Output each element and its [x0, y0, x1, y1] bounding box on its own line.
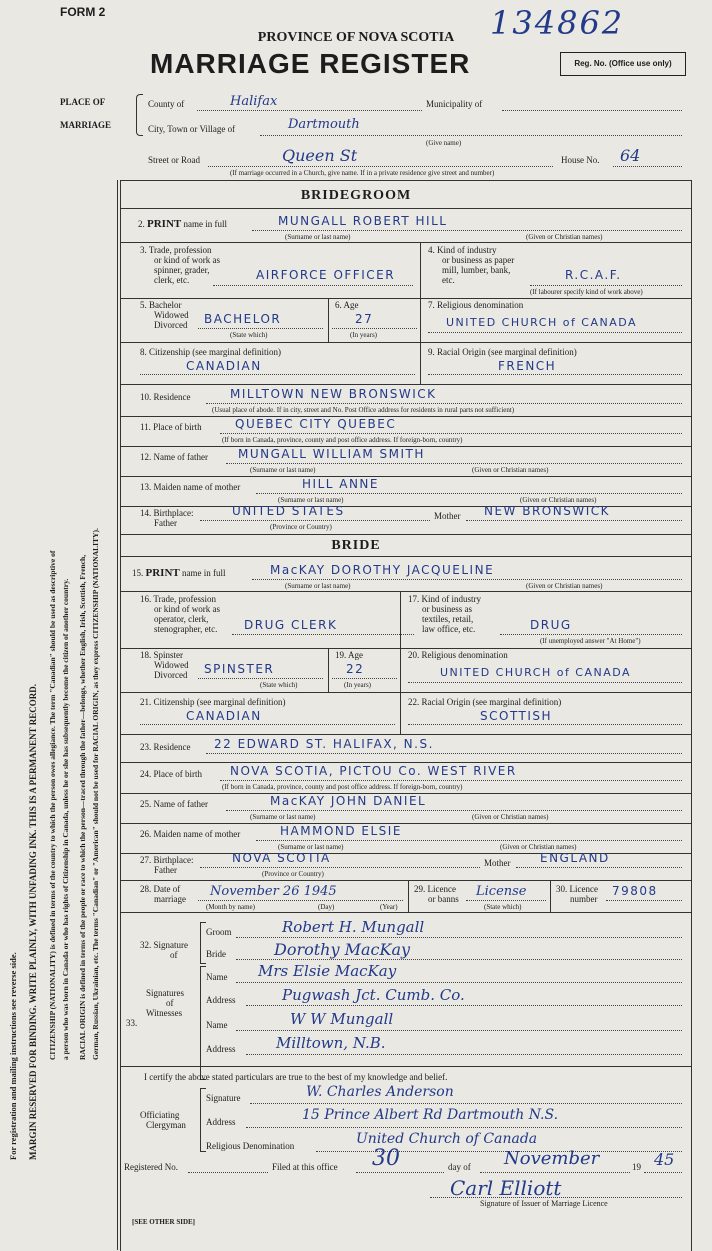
province-title: PROVINCE OF NOVA SCOTIA	[257, 30, 455, 45]
bride-trade-label: 16. Trade, profession or kind of work as operator, clerk, stenographer, etc.	[140, 594, 220, 634]
margin-text-3: CITIZENSHIP (NATIONALITY) is defined in terms of the country to which the person owes allegiance. The term "Canadian" should be used as descriptive of	[48, 550, 57, 1060]
groom-industry-caption: (If labourer specify kind of work above)	[530, 288, 643, 296]
witnesses-number: 33.	[126, 1018, 138, 1028]
street-value: Queen St	[282, 146, 358, 165]
bride-industry-value: DRUG	[530, 618, 572, 632]
licence-or-banns-label: 29. Licence or banns	[414, 884, 459, 904]
groom-name-value: MUNGALL ROBERT HILL	[278, 214, 448, 228]
county-value: Halifax	[230, 94, 278, 109]
groom-mother-caption-surname: (Surname or last name)	[278, 496, 344, 504]
filed-year-value: 45	[654, 1150, 675, 1169]
groom-birthplace-caption: (If born in Canada, province, county and post office address. If foreign-born, country)	[222, 436, 463, 444]
clergy-denomination: United Church of Canada	[356, 1131, 538, 1147]
groom-father-caption-surname: (Surname or last name)	[250, 466, 316, 474]
page-title: MARRIAGE REGISTER	[150, 48, 471, 79]
bride-status-caption: (State which)	[260, 681, 298, 689]
place-of-label: PLACE OF	[60, 97, 106, 107]
groom-mother-birthplace-label: Mother	[434, 511, 461, 521]
house-label: House No.	[561, 155, 600, 165]
groom-mother-birthplace-value: NEW BRONSWICK	[484, 504, 610, 518]
filed-label: Filed at this office	[272, 1162, 338, 1172]
bride-name-caption-surname: (Surname or last name)	[285, 582, 351, 590]
bride-mother-birthplace-label: Mother	[484, 858, 511, 868]
bride-industry-caption: (If unemployed answer "At Home")	[540, 637, 641, 645]
bride-age-caption: (In years)	[344, 681, 372, 689]
bride-status-label: 18. Spinster Widowed Divorced	[140, 650, 189, 680]
bride-birthplace-label: 24. Place of birth	[140, 769, 202, 779]
groom-industry-label: 4. Kind of industry or business as paper mill, lumber, bank, etc.	[428, 245, 515, 285]
groom-religion-value: UNITED CHURCH of CANADA	[446, 316, 638, 329]
groom-status-label: 5. Bachelor Widowed Divorced	[140, 300, 189, 330]
groom-residence-label: 10. Residence	[140, 392, 191, 402]
certify-statement: I certify the above stated particulars are true to the best of my knowledge and belief.	[144, 1072, 448, 1082]
groom-name-caption-surname: (Surname or last name)	[285, 233, 351, 241]
bride-industry-label: 17. Kind of industry or business as textiles, retail, law office, etc.	[408, 594, 481, 634]
county-label: County of	[148, 99, 185, 109]
margin-text-5: RACIAL ORIGIN is defined in terms of the people or race to which the person—traced through the father—belongs, whether English, Irish, Scottish, French,	[78, 554, 87, 1060]
signature-of-label: 32. Signature of	[140, 940, 188, 960]
bride-father-caption-given: (Given or Christian names)	[472, 813, 549, 821]
groom-mother-label: 13. Maiden name of mother	[140, 482, 241, 492]
bride-age-value: 22	[346, 662, 365, 676]
witness2-address: Milltown, N.B.	[276, 1034, 386, 1052]
bride-mother-birthplace-value: ENGLAND	[540, 851, 610, 865]
registered-no-label: Registered No.	[124, 1162, 178, 1172]
issuer-signature: Carl Elliott	[450, 1176, 562, 1200]
bride-birthplace-caption: (If born in Canada, province, county and post office address. If foreign-born, country)	[222, 783, 463, 791]
groom-father-birthplace-value: UNITED STATES	[232, 504, 345, 518]
marriage-date-value: November 26 1945	[210, 884, 337, 899]
witness1-address-label: Address	[206, 995, 236, 1005]
bride-name-value: MacKAY DOROTHY JACQUELINE	[270, 563, 495, 577]
bride-mother-value: HAMMOND ELSIE	[280, 824, 402, 838]
clergy-address-label: Address	[206, 1117, 236, 1127]
marriage-date-caption-month: (Month by name)	[206, 903, 255, 911]
bride-father-label: 25. Name of father	[140, 799, 208, 809]
bride-birthplace-value: NOVA SCOTIA, PICTOU Co. WEST RIVER	[230, 764, 517, 778]
day-of-label: day of	[448, 1162, 471, 1172]
year-prefix: 19	[632, 1162, 641, 1172]
filed-day-value: 30	[372, 1146, 400, 1171]
place-note: (If marriage occurred in a Church, give name. If in a private residence give street and number)	[230, 169, 495, 177]
witness2-name-label: Name	[206, 1020, 228, 1030]
witness2-name: W W Mungall	[290, 1010, 394, 1028]
groom-citizenship-value: CANADIAN	[186, 359, 262, 373]
groom-mother-value: HILL ANNE	[302, 477, 379, 491]
handwritten-register-number: 134862	[490, 4, 625, 42]
marriage-label: MARRIAGE	[60, 120, 111, 130]
bride-signature-label: Bride	[206, 949, 226, 959]
groom-mother-caption-given: (Given or Christian names)	[520, 496, 597, 504]
licence-number-label: 30. Licence number	[556, 884, 598, 904]
bride-parents-birthplace-label: 27. Birthplace: Father	[140, 855, 194, 875]
bride-residence-value: 22 EDWARD ST. HALIFAX, N.S.	[214, 737, 434, 751]
groom-age-value: 27	[355, 312, 374, 326]
bride-citizenship-value: CANADIAN	[186, 709, 262, 723]
bride-mother-label: 26. Maiden name of mother	[140, 829, 241, 839]
marriage-date-caption-year: (Year)	[380, 903, 398, 911]
clergy-address: 15 Prince Albert Rd Dartmouth N.S.	[302, 1107, 559, 1123]
bride-heading: BRIDE	[331, 538, 381, 553]
registration-number-box	[560, 52, 686, 76]
give-name-caption: (Give name)	[426, 139, 462, 147]
margin-text-4: a person who was born in Canada or who has rights of Citizenship in Canada, unless he or she has subsequently become the citizen of another country.	[61, 578, 70, 1060]
house-value: 64	[620, 146, 641, 165]
clergy-denomination-label: Religious Denomination	[206, 1141, 295, 1151]
bride-religion-label: 20. Religious denomination	[408, 650, 508, 660]
place-bracket	[136, 94, 143, 136]
licence-or-banns-caption: (State which)	[484, 903, 522, 911]
groom-parents-birthplace-label: 14. Birthplace: Father	[140, 508, 194, 528]
witness1-name: Mrs Elsie MacKay	[258, 962, 397, 980]
groom-birthplace-label: 11. Place of birth	[140, 422, 202, 432]
clergy-signature: W. Charles Anderson	[306, 1084, 454, 1100]
bride-status-value: SPINSTER	[204, 662, 275, 676]
bride-father-value: MacKAY JOHN DANIEL	[270, 794, 427, 808]
issuer-caption: Signature of Issuer of Marriage Licence	[480, 1199, 608, 1208]
margin-text-6: German, Russian, Ukrainian, etc. The terms "Canadian" or "American" should not be used for RACIAL ORIGIN, as they express CITIZENSHIP (NATIONALITY).	[91, 528, 100, 1060]
groom-name-caption-given: (Given or Christian names)	[526, 233, 603, 241]
bride-father-birthplace-caption: (Province or Country)	[262, 870, 324, 878]
bride-age-label: 19. Age	[335, 650, 363, 660]
marriage-date-label: 28. Date of marriage	[140, 884, 186, 904]
municipality-label: Municipality of	[426, 99, 483, 109]
groom-birthplace-value: QUEBEC CITY QUEBEC	[235, 417, 397, 431]
bride-signature: Dorothy MacKay	[274, 940, 411, 959]
street-label: Street or Road	[148, 155, 200, 165]
bride-name-label: 15. PRINT name in full	[132, 567, 226, 579]
witness1-name-label: Name	[206, 972, 228, 982]
groom-industry-value: R.C.A.F.	[565, 268, 622, 282]
marriage-date-caption-day: (Day)	[318, 903, 335, 911]
witness2-address-label: Address	[206, 1044, 236, 1054]
filed-month-value: November	[504, 1148, 600, 1169]
bride-mother-caption-surname: (Surname or last name)	[278, 843, 344, 851]
groom-citizenship-label: 8. Citizenship (see marginal definition)	[140, 347, 282, 357]
groom-father-caption-given: (Given or Christian names)	[472, 466, 549, 474]
witnesses-label: Signatures of Witnesses	[146, 988, 184, 1018]
see-other-side: [SEE OTHER SIDE]	[132, 1218, 196, 1226]
bride-father-caption-surname: (Surname or last name)	[250, 813, 316, 821]
groom-father-value: MUNGALL WILLIAM SMITH	[238, 447, 425, 461]
groom-age-caption: (In years)	[350, 331, 378, 339]
bride-religion-value: UNITED CHURCH of CANADA	[440, 666, 632, 679]
city-label: City, Town or Village of	[148, 124, 236, 134]
groom-religion-label: 7. Religious denomination	[428, 300, 524, 310]
bride-racial-origin-label: 22. Racial Origin (see marginal definition)	[408, 697, 562, 707]
bride-residence-label: 23. Residence	[140, 742, 191, 752]
clergy-signature-label: Signature	[206, 1093, 241, 1103]
groom-residence-value: MILLTOWN NEW BRONSWICK	[230, 387, 437, 401]
bride-name-caption-given: (Given or Christian names)	[526, 582, 603, 590]
bride-mother-caption-given: (Given or Christian names)	[500, 843, 577, 851]
groom-age-label: 6. Age	[335, 300, 359, 310]
witness1-address: Pugwash Jct. Cumb. Co.	[282, 986, 465, 1004]
registration-number-box-label: Reg. No. (Office use only)	[574, 59, 672, 68]
bride-citizenship-label: 21. Citizenship (see marginal definition)	[140, 697, 286, 707]
groom-racial-origin-label: 9. Racial Origin (see marginal definition)	[428, 347, 577, 357]
groom-father-birthplace-caption: (Province or Country)	[270, 523, 332, 531]
officiating-clergyman-label: Officiating Clergyman	[140, 1110, 186, 1130]
licence-or-banns-value: License	[476, 884, 527, 899]
groom-trade-value: AIRFORCE OFFICER	[256, 268, 396, 282]
groom-name-label: 2. PRINT name in full	[138, 218, 227, 230]
bride-trade-value: DRUG CLERK	[244, 618, 338, 632]
bride-father-birthplace-value: NOVA SCOTIA	[232, 851, 331, 865]
margin-text-2: MARGIN RESERVED FOR BINDING. WRITE PLAINLY, WITH UNFADING INK. THIS IS A PERMANENT RECORD.	[28, 683, 38, 1160]
city-value: Dartmouth	[288, 117, 360, 132]
margin-text-1: For registration and mailing instructions see reverse side.	[8, 952, 18, 1160]
groom-status-value: BACHELOR	[204, 312, 282, 326]
groom-status-caption: (State which)	[230, 331, 268, 339]
groom-residence-caption: (Usual place of abode. If in city, street and No. Post Office address for residents in rural parts not sufficient)	[212, 406, 515, 414]
groom-father-label: 12. Name of father	[140, 452, 208, 462]
form-number: FORM 2	[60, 5, 106, 19]
groom-racial-origin-value: FRENCH	[498, 359, 557, 373]
groom-signature: Robert H. Mungall	[282, 918, 425, 936]
bridegroom-heading: BRIDEGROOM	[300, 188, 412, 203]
bride-racial-origin-value: SCOTTISH	[480, 709, 553, 723]
licence-number-value: 79808	[612, 884, 658, 898]
groom-signature-label: Groom	[206, 927, 232, 937]
groom-trade-label: 3. Trade, profession or kind of work as spinner, grader, clerk, etc.	[140, 245, 220, 285]
